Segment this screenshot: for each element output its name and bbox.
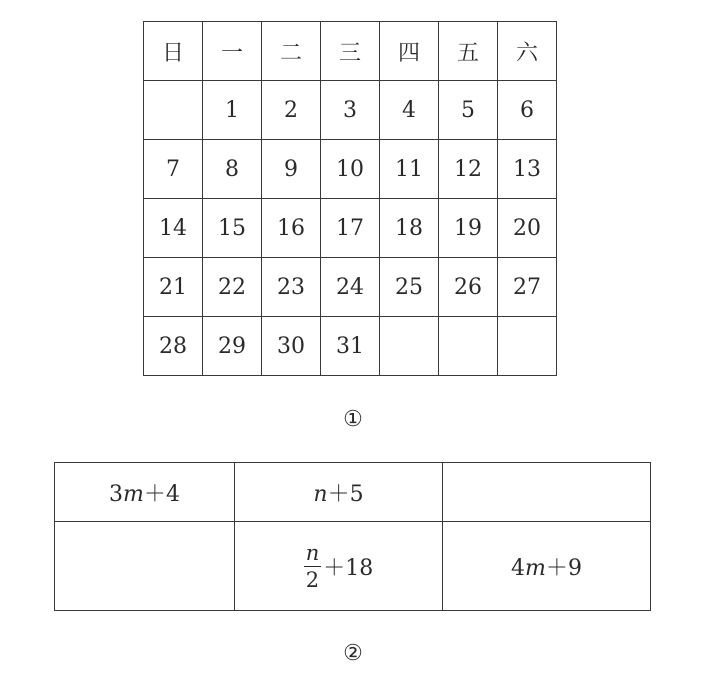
expression-n-plus-5: n＋5: [313, 481, 364, 507]
day-cell: 18: [380, 199, 439, 258]
day-cell: [380, 317, 439, 376]
weekday-mon: 一: [203, 22, 262, 81]
day-cell: 7: [144, 140, 203, 199]
calendar-week-row: [144, 81, 557, 140]
day-cell: 2: [262, 81, 321, 140]
expression-3m-plus-4: 3m＋4: [109, 481, 180, 507]
day-cell: 22: [203, 258, 262, 317]
fraction-numerator: n: [305, 540, 320, 565]
day-cell: [144, 81, 203, 140]
expression-cell: [235, 463, 443, 522]
calendar-week-row: [144, 199, 557, 258]
day-cell: 4: [380, 81, 439, 140]
day-cell: 3: [321, 81, 380, 140]
day-cell: 25: [380, 258, 439, 317]
day-cell: 6: [498, 81, 557, 140]
expression-row: [55, 522, 651, 611]
day-cell: 19: [439, 199, 498, 258]
expression-row: [55, 463, 651, 522]
expression-table: [54, 462, 651, 611]
calendar-week-row: [144, 140, 557, 199]
weekday-sun: 日: [144, 22, 203, 81]
day-cell: [498, 317, 557, 376]
day-cell: 20: [498, 199, 557, 258]
figure-1-label: ①: [343, 407, 363, 432]
expression-4m-plus-9: 4m＋9: [511, 555, 582, 581]
day-cell: 16: [262, 199, 321, 258]
calendar-table: [143, 21, 557, 376]
expression-cell: [443, 522, 651, 611]
expression-plus-18: ＋18: [323, 555, 374, 581]
calendar-week-row: [144, 317, 557, 376]
day-cell: 26: [439, 258, 498, 317]
day-cell: 15: [203, 199, 262, 258]
day-cell: 21: [144, 258, 203, 317]
expression-cell-empty: [443, 463, 651, 522]
weekday-header-row: [144, 22, 557, 81]
day-cell: 27: [498, 258, 557, 317]
expression-cell: [235, 522, 443, 611]
fraction-denominator: 2: [305, 567, 320, 592]
weekday-thu: 四: [380, 22, 439, 81]
expression-cell-empty: [55, 522, 235, 611]
day-cell: 9: [262, 140, 321, 199]
day-cell: 23: [262, 258, 321, 317]
day-cell: 14: [144, 199, 203, 258]
expression-cell: [55, 463, 235, 522]
day-cell: 30: [262, 317, 321, 376]
calendar-week-row: [144, 258, 557, 317]
fraction-n-over-2: [304, 540, 322, 593]
day-cell: 12: [439, 140, 498, 199]
day-cell: 11: [380, 140, 439, 199]
figure-2-label: ②: [343, 641, 363, 666]
day-cell: [439, 317, 498, 376]
day-cell: 10: [321, 140, 380, 199]
day-cell: 31: [321, 317, 380, 376]
day-cell: 24: [321, 258, 380, 317]
day-cell: 1: [203, 81, 262, 140]
weekday-sat: 六: [498, 22, 557, 81]
day-cell: 17: [321, 199, 380, 258]
day-cell: 29: [203, 317, 262, 376]
day-cell: 13: [498, 140, 557, 199]
day-cell: 28: [144, 317, 203, 376]
weekday-wed: 三: [321, 22, 380, 81]
weekday-tue: 二: [262, 22, 321, 81]
day-cell: 5: [439, 81, 498, 140]
weekday-fri: 五: [439, 22, 498, 81]
day-cell: 8: [203, 140, 262, 199]
